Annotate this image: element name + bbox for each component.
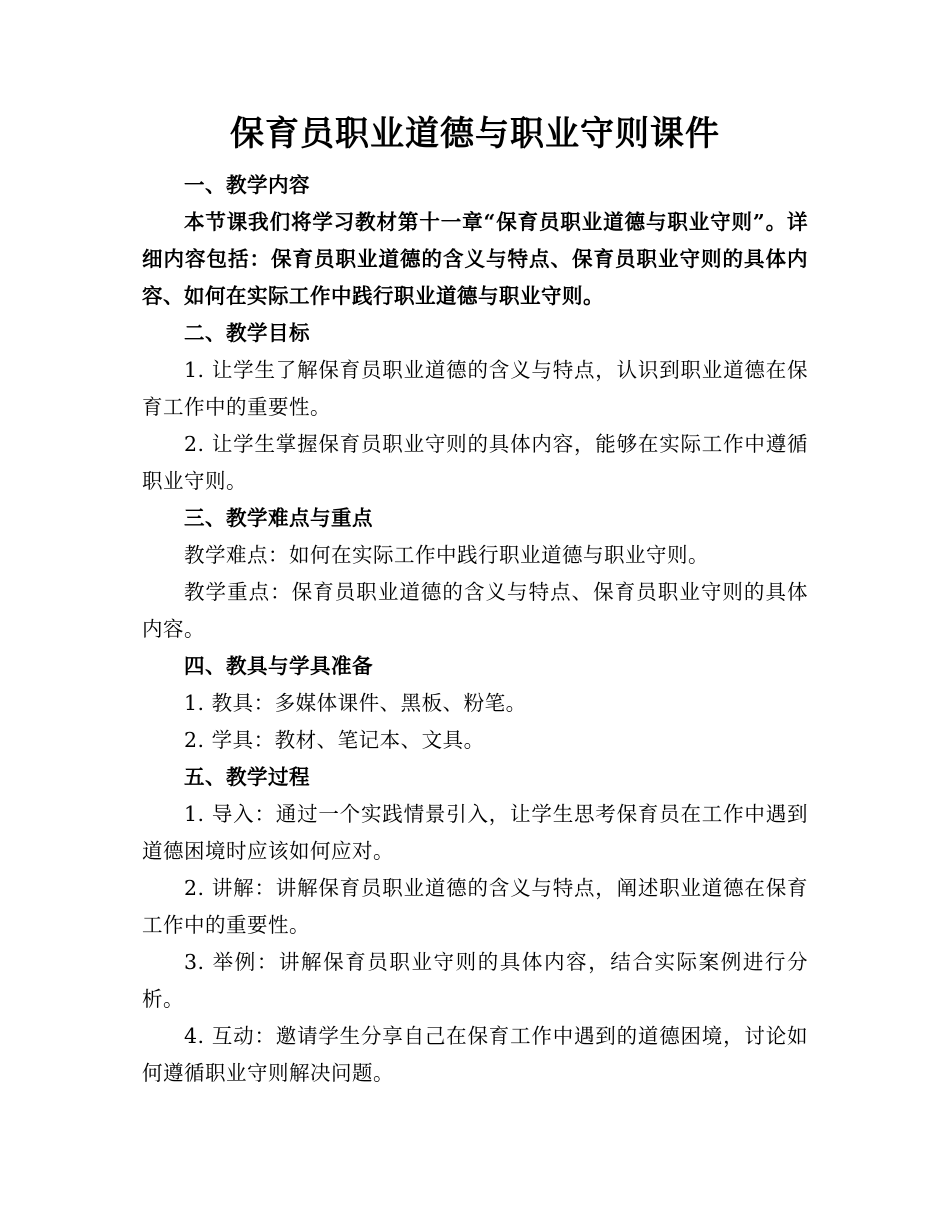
section-heading-materials: 四、教具与学具准备 (184, 654, 373, 678)
section-heading-goals: 二、教学目标 (184, 321, 310, 345)
document-body (142, 167, 808, 1092)
paragraph-process-4: 4. 互动：邀请学生分享自己在保育工作中遇到的道德困境，讨论如何遵循职业守则解决问题。 (142, 1024, 808, 1085)
paragraph-teaching-aids: 1. 教具：多媒体课件、黑板、粉笔。 (184, 691, 527, 715)
document-title: 保育员职业道德与职业守则课件 (230, 114, 720, 154)
paragraph-process-2: 2. 讲解：讲解保育员职业道德的含义与特点，阐述职业道德在保育工作中的重要性。 (142, 876, 808, 937)
paragraph-process-1: 1. 导入：通过一个实践情景引入，让学生思考保育员在工作中遇到道德困境时应该如何应对。 (142, 802, 808, 863)
paragraph-process-3: 3. 举例：讲解保育员职业守则的具体内容，结合实际案例进行分析。 (142, 950, 808, 1011)
section-heading-content: 一、教学内容 (184, 173, 310, 197)
paragraph-content-intro: 本节课我们将学习教材第十一章“保育员职业道德与职业守则”。详细内容包括：保育员职业道德的含义与特点、保育员职业守则的具体内容、如何在实际工作中践行职业道德与职业守则。 (142, 210, 808, 308)
paragraph-goal-2: 2. 让学生掌握保育员职业守则的具体内容，能够在实际工作中遵循职业守则。 (142, 432, 808, 493)
paragraph-difficulty: 教学难点：如何在实际工作中践行职业道德与职业守则。 (184, 543, 709, 567)
section-heading-difficulty: 三、教学难点与重点 (184, 506, 373, 530)
paragraph-goal-1: 1. 让学生了解保育员职业道德的含义与特点，认识到职业道德在保育工作中的重要性。 (142, 358, 808, 419)
paragraph-learning-aids: 2. 学具：教材、笔记本、文具。 (184, 728, 485, 752)
section-heading-process: 五、教学过程 (184, 765, 310, 789)
paragraph-key-points: 教学重点：保育员职业道德的含义与特点、保育员职业守则的具体内容。 (142, 580, 808, 641)
